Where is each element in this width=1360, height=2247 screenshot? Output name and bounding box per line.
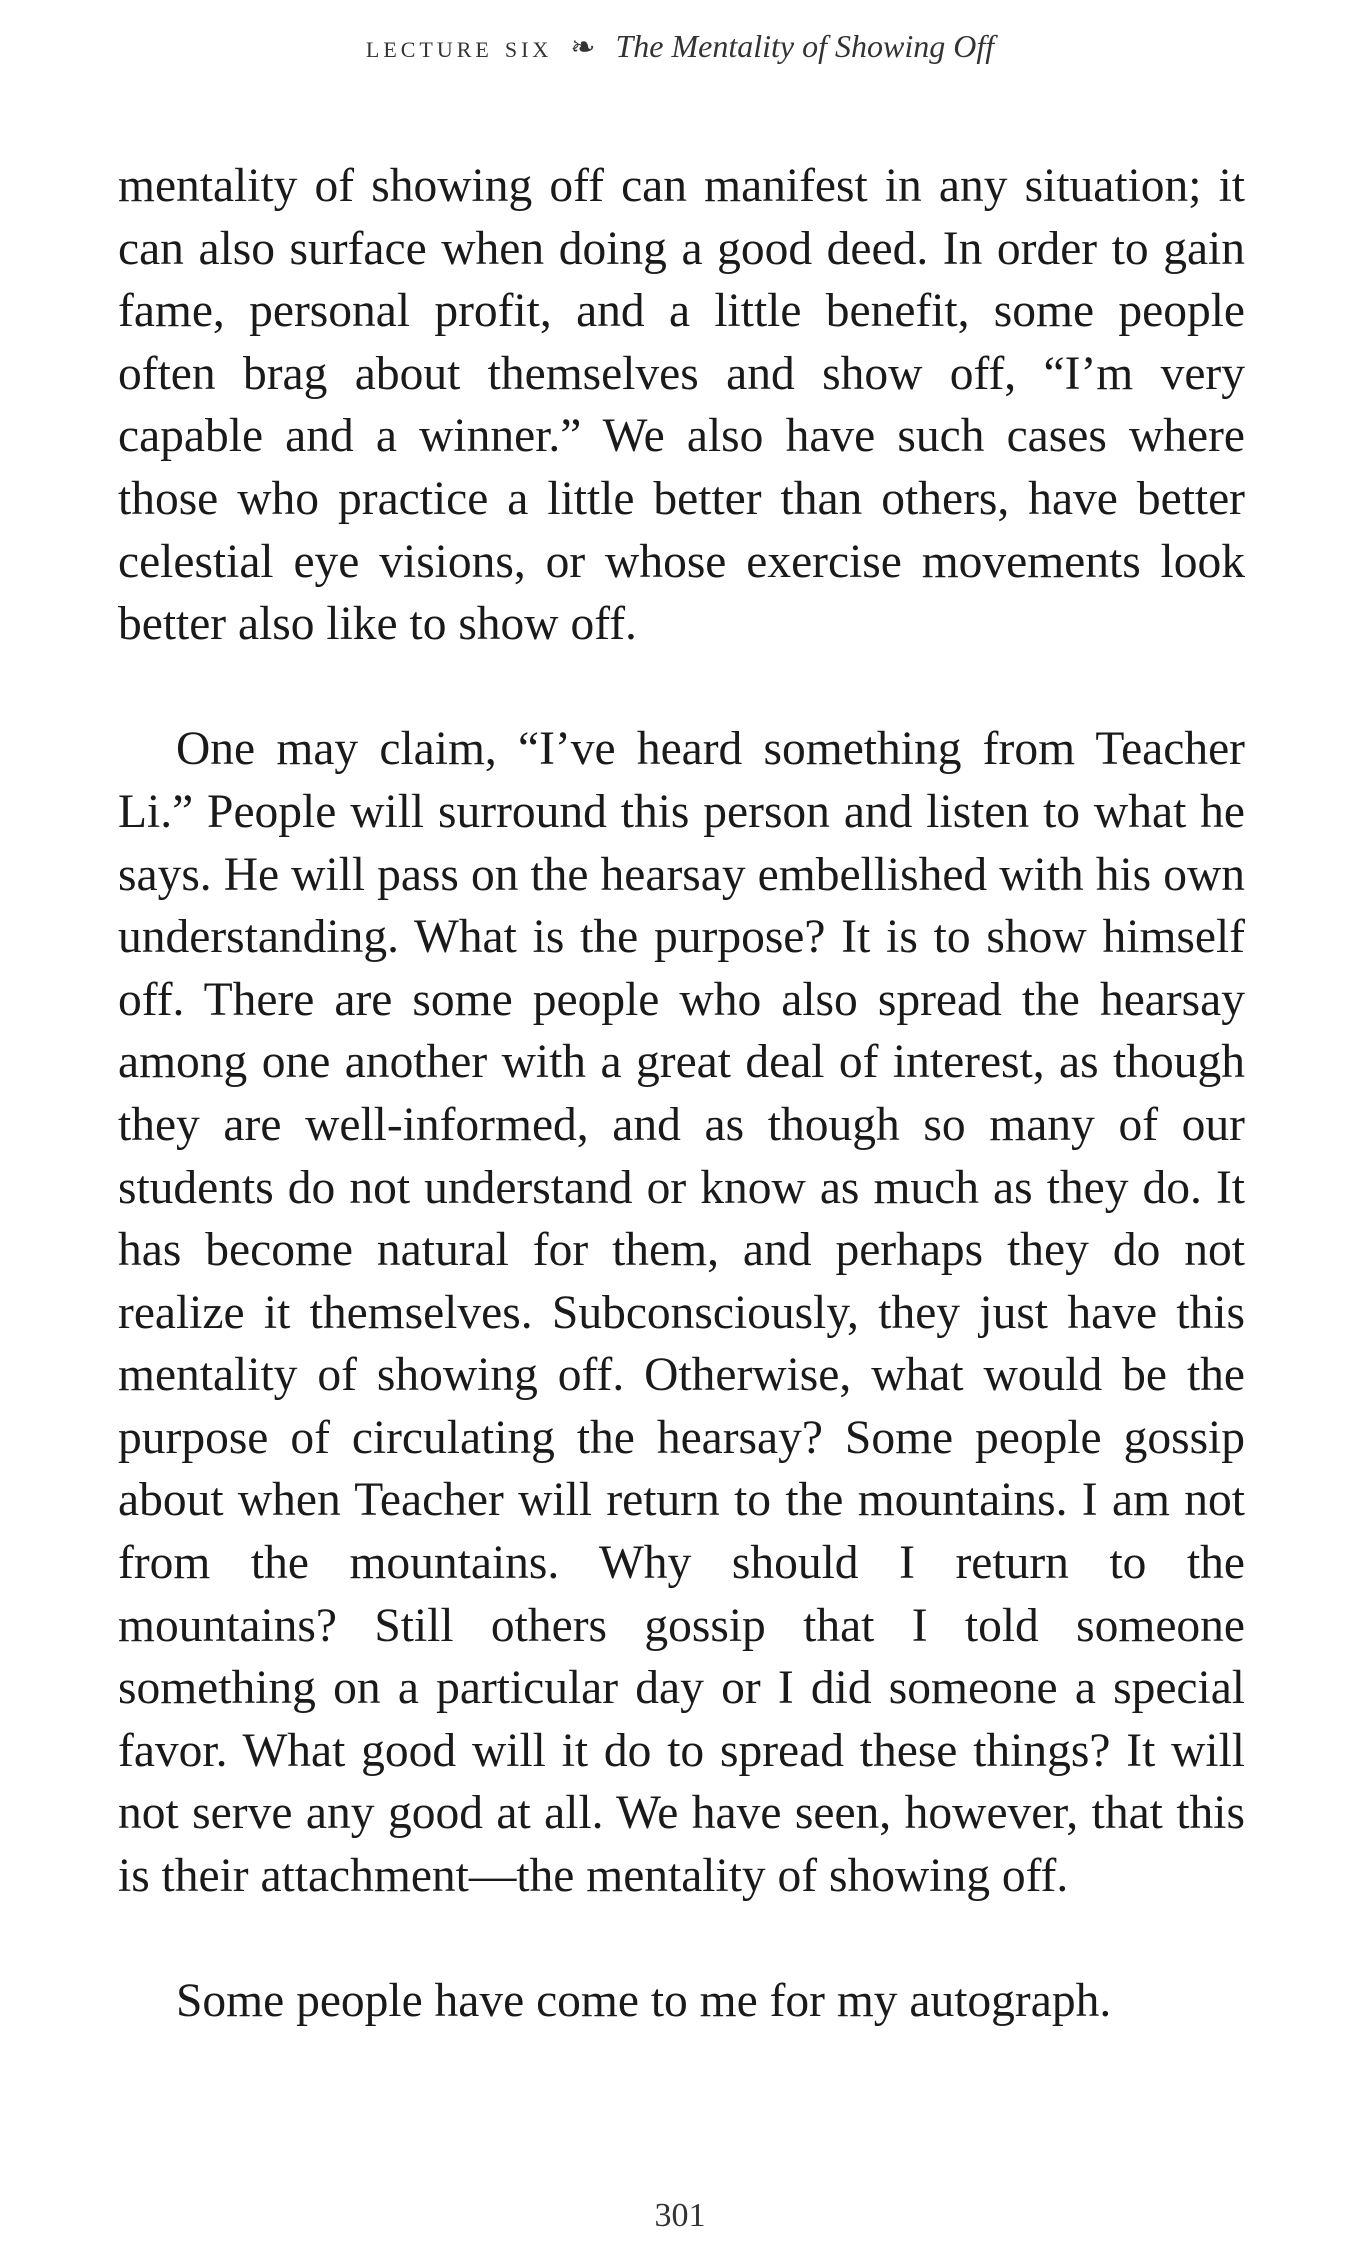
- page-body: [118, 155, 1245, 2095]
- paragraph-continued: mentality of showing off can manifest in any situation; it can also surface when doing a good deed. In order to gain fame, personal profit, and a little benefit, some people often brag about themselves and show off, “I’m very capable and a winner.” We also have such cases where those who practice a little better than others, have better celestial eye visions, or whose exercise movements look better also like to show off.: [118, 160, 1245, 651]
- running-head-section: lecture six: [365, 28, 553, 64]
- fleuron-icon: ❧: [570, 31, 596, 64]
- paragraph: Some people have come to me for my autograph.: [176, 1975, 1112, 2028]
- page-number: 301: [654, 2197, 706, 2234]
- paragraph: One may claim, “I’ve heard something from Teacher Li.” People will surround this person and listen to what he says. He will pass on the hearsay embellished with his own understanding. What is the purpose? It is to show himself off. There are some people who also spread the hearsay among one another with a great deal of interest, as though they are well-informed, and as though so many of our students do not understand or know as much as they do. It has become natural for them, and perhaps they do not realize it themselves. Subconsciously, they just have this mentality of showing off. Otherwise, what would be the purpose of circulating the hearsay? Some people gossip about when Teacher will return to the mountains. I am not from the mountains. Why should I return to the mountains? Still others gossip that I told someone something on a particular day or I did someone a special favor. What good will it do to spread these things? It will not serve any good at all. We have seen, however, that this is their attachment—the mentality of showing off.: [118, 723, 1245, 1903]
- running-head: [0, 28, 1360, 65]
- running-head-title: The Mentality of Showing Off: [615, 28, 995, 64]
